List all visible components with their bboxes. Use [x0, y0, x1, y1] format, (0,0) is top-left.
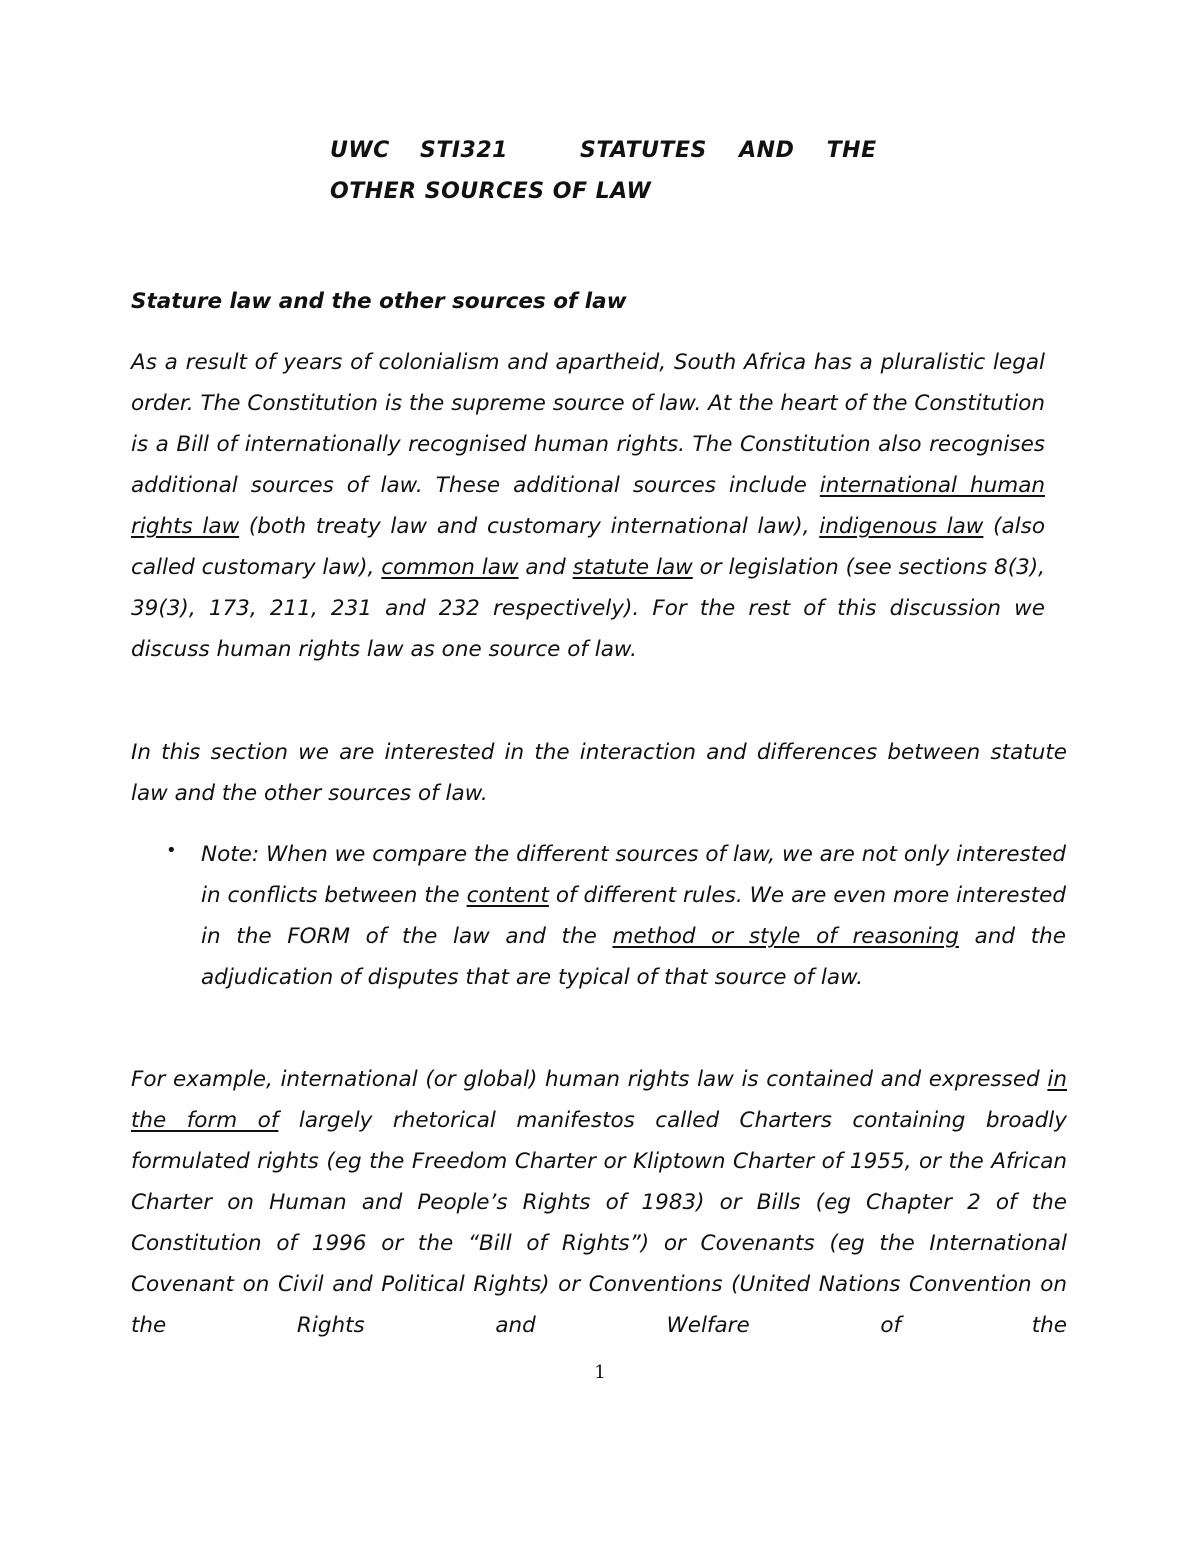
paragraph-3: [131, 1059, 1067, 1346]
para1-underline-4: statute law: [572, 555, 693, 580]
title-course-code: STI321: [420, 138, 508, 163]
title-institution: UWC: [330, 138, 390, 163]
para1-text-4: and: [518, 555, 573, 580]
para3-text-2: largely rhetorical manifestos called Charters containing broadly formulated rights (eg the Freedom Charter or Kliptown Charter of 1955, or the African Charter on Human and People’s Rights of 1983) or Bills (eg Chapter 2 of the Constitution of 1996 or the “Bill of Rights”) or Covenants (eg the International Covenant on Civil and Political Rights) or Conventions (United Nations Convention on the Rights and Welfare of the: [131, 1108, 1068, 1338]
section-heading: Stature law and the other sources of law: [131, 289, 627, 314]
document-title-line-2: OTHER SOURCES OF LAW: [330, 179, 652, 204]
paragraph-2: In this section we are interested in the interaction and differences between statute law and the other sources of law.: [131, 740, 1067, 806]
bullet-underline-2: method or style of reasoning: [612, 924, 959, 949]
para1-underline-1: international human rights law: [131, 473, 1045, 539]
para1-text-5: or legislation (see sections 8(3), 39(3), 173, 211, 231 and 232 respectively). For the rest of this discussion we discuss human rights law as one source of law.: [131, 555, 1045, 662]
bullet-text-2: of different rules. We are even more interested in the FORM of the law and the: [201, 883, 1066, 949]
paragraph-1: [131, 342, 1045, 670]
page-number: 1: [594, 1362, 606, 1383]
bullet-icon: •: [166, 840, 177, 861]
bullet-text-3: and the adjudication of disputes that are typical of that source of law.: [201, 924, 1067, 990]
para3-text-1: For example, international (or global) human rights law is contained and expressed: [131, 1067, 1048, 1092]
title-course-name: STATUTES AND THE: [580, 138, 877, 163]
bullet-text-1: Note: When we compare the different sources of law, we are not only interested in conflicts between the: [201, 842, 1066, 908]
bullet-underline-1: content: [466, 883, 549, 908]
para1-text-3: (also called customary law),: [131, 514, 1045, 580]
para1-underline-2: indigenous law: [819, 514, 984, 539]
para3-underline-1: in the form of: [131, 1067, 1067, 1133]
para1-underline-3: common law: [381, 555, 519, 580]
document-title-line-1: [330, 138, 877, 163]
para1-text-2: (both treaty law and customary international law),: [239, 514, 820, 539]
bullet-note: [201, 834, 1066, 998]
para1-text-1: As a result of years of colonialism and apartheid, South Africa has a pluralistic legal order. The Constitution is the supreme source of law. At the heart of the Constitution is a Bill of internationally recognised human rights. The Constitution also recognises additional sources of law. These additional sources include: [131, 350, 1045, 498]
